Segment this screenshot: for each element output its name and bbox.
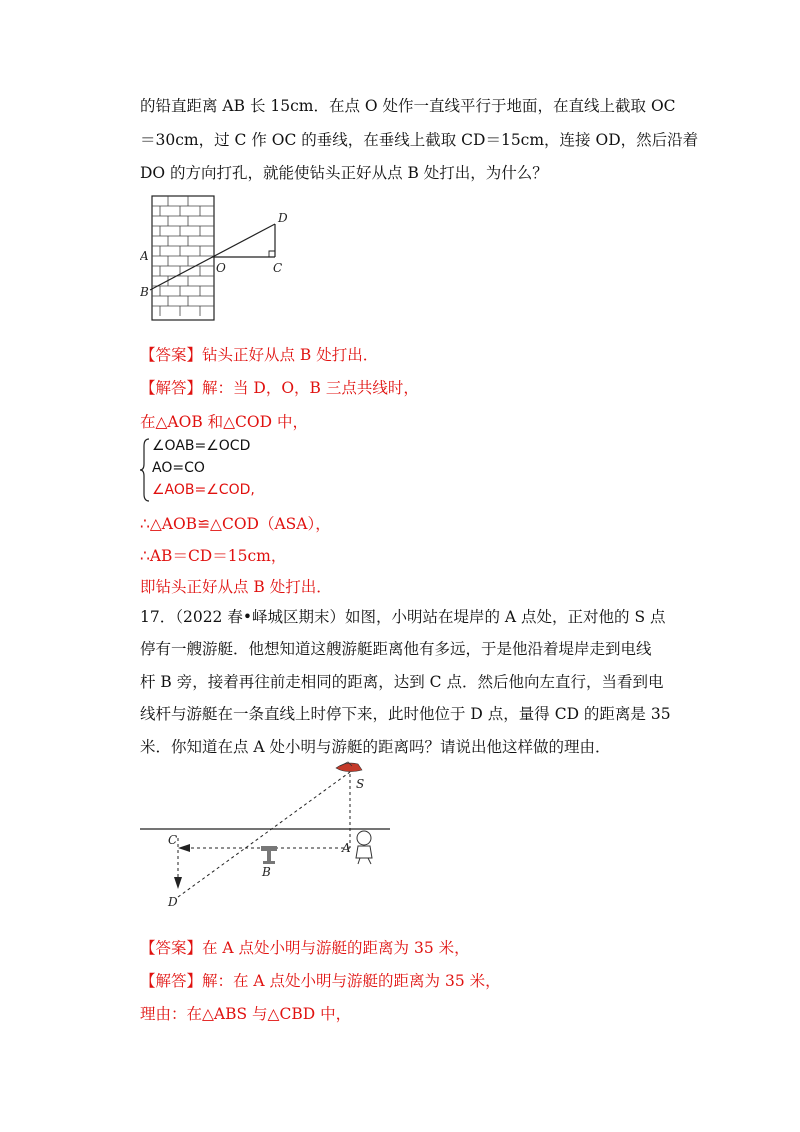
q16-answer: 【答案】钻头正好从点 B 处打出． bbox=[140, 346, 379, 364]
q16-conclusion-3: 即钻头正好从点 B 处打出． bbox=[140, 578, 332, 596]
label-S: S bbox=[356, 777, 365, 791]
q16-conclusion-2: ∴AB＝CD＝15cm， bbox=[140, 547, 287, 565]
label-B: B bbox=[140, 285, 149, 299]
q17-answer: 【答案】在 A 点处小明与游艇的距离为 35 米， bbox=[140, 939, 470, 957]
label-A: A bbox=[140, 249, 149, 263]
q17-text-line-3: 杆 B 旁，接着再往前走相同的距离，达到 C 点．然后他向左直行，当看到电 bbox=[140, 673, 664, 691]
system-row-1: ∠OAB=∠OCD bbox=[152, 438, 251, 454]
label-C: C bbox=[168, 833, 178, 847]
boat-icon bbox=[336, 762, 362, 772]
pole-icon bbox=[261, 846, 277, 864]
wall-drill-figure bbox=[140, 190, 320, 325]
label-O: O bbox=[216, 261, 226, 275]
label-D: D bbox=[168, 895, 178, 909]
equation-system bbox=[140, 434, 340, 504]
label-D: D bbox=[278, 211, 288, 225]
q17-reason: 理由：在△ABS 与△CBD 中， bbox=[140, 1005, 352, 1023]
q16-solution-line-2: 在△AOB 和△COD 中， bbox=[140, 413, 308, 431]
q17-solution-head: 【解答】解：在 A 点处小明与游艇的距离为 35 米， bbox=[140, 972, 501, 990]
q16-text-line-1: 的铅直距离 AB 长 15cm．在点 O 处作一直线平行于地面，在直线上截取 OC bbox=[140, 97, 676, 115]
person-icon bbox=[356, 831, 372, 864]
q16-text-line-3: DO 的方向打孔，就能使钻头正好从点 B 处打出，为什么？ bbox=[140, 164, 548, 182]
system-row-2: AO=CO bbox=[152, 460, 205, 476]
label-B: B bbox=[262, 865, 271, 879]
q16-solution-head: 【解答】解：当 D，O，B 三点共线时， bbox=[140, 379, 419, 397]
system-row-3: ∠AOB=∠COD, bbox=[152, 482, 255, 498]
shore-boat-figure bbox=[140, 758, 400, 913]
q16-conclusion-1: ∴△AOB≌△COD（ASA）， bbox=[140, 515, 331, 533]
q16-text-line-2: ＝30cm，过 C 作 OC 的垂线，在垂线上截取 CD＝15cm，连接 OD，然后沿着 bbox=[140, 131, 699, 149]
q17-text-line-4: 线杆与游艇在一条直线上时停下来，此时他位于 D 点，量得 CD 的距离是 35 bbox=[140, 705, 671, 723]
q17-text-line-2: 停有一艘游艇．他想知道这艘游艇距离他有多远，于是他沿着堤岸走到电线 bbox=[140, 640, 652, 658]
q17-text-line-5: 米．你知道在点 A 处小明与游艇的距离吗？请说出他这样做的理由． bbox=[140, 738, 611, 756]
label-C: C bbox=[273, 261, 283, 275]
brace-icon bbox=[140, 438, 150, 502]
label-A: A bbox=[342, 841, 351, 855]
q17-text-line-1: 17．（2022 春•峄城区期末）如图，小明站在堤岸的 A 点处，正对他的 S 点 bbox=[140, 608, 666, 626]
